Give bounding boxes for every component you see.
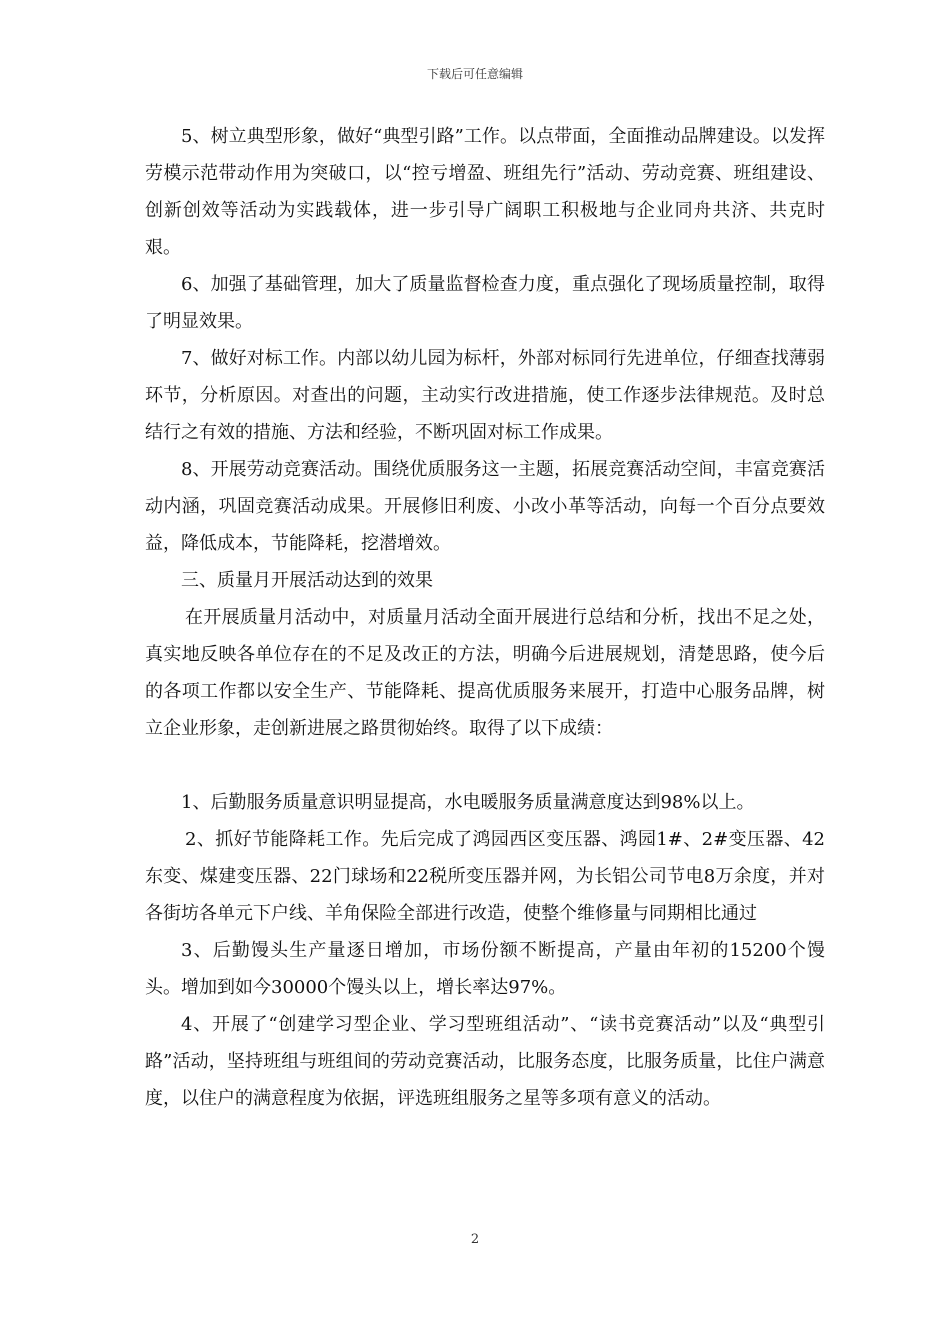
paragraph-item-7: 7、做好对标工作。内部以幼儿园为标杆，外部对标同行先进单位，仔细查找薄弱环节，分析原因。对查出的问题，主动实行改进措施，使工作逐步法律规范。及时总结行之有效的措施、方法和经验，不断巩固对标工作成果。 <box>145 348 825 443</box>
achievement-item-2: 2、抓好节能降耗工作。先后完成了鸿园西区变压器、鸿园1#、2#变压器、42东变、煤建变压器、22门球场和22税所变压器并网，为长铝公司节电8万余度，并对各街坊各单元下户线、羊角保险全部进行改造，使整个维修量与同期相比通过 <box>145 829 825 924</box>
document-body <box>145 118 825 1117</box>
achievement-item-1: 1、后勤服务质量意识明显提高，水电暖服务质量满意度达到98%以上。 <box>181 792 755 813</box>
blank-line <box>145 747 825 784</box>
paragraph-summary: 在开展质量月活动中，对质量月活动全面开展进行总结和分析，找出不足之处，真实地反映各单位存在的不足及改正的方法，明确今后进展规划，清楚思路，使今后的各项工作都以安全生产、节能降耗、提高优质服务来展开，打造中心服务品牌，树立企业形象，走创新进展之路贯彻始终。取得了以下成绩： <box>145 607 825 739</box>
paragraph-item-8: 8、开展劳动竞赛活动。围绕优质服务这一主题，拓展竞赛活动空间，丰富竞赛活动内涵，巩固竞赛活动成果。开展修旧利废、小改小革等活动，向每一个百分点要效益，降低成本，节能降耗，挖潜增效。 <box>145 459 825 554</box>
achievement-item-4: 4、开展了“创建学习型企业、学习型班组活动”、“读书竞赛活动”以及“典型引路”活动，坚持班组与班组间的劳动竞赛活动，比服务态度，比服务质量，比住户满意度，以住户的满意程度为依据，评选班组服务之星等多项有意义的活动。 <box>145 1014 825 1109</box>
section-heading-3: 三、质量月开展活动达到的效果 <box>181 570 433 591</box>
achievement-item-3: 3、后勤馒头生产量逐日增加，市场份额不断提高，产量由年初的15200个馒头。增加到如今30000个馒头以上，增长率达97%。 <box>145 940 825 998</box>
page-number: 2 <box>470 1232 480 1247</box>
page-header: 下载后可任意编辑 <box>426 67 523 81</box>
paragraph-item-6: 6、加强了基础管理，加大了质量监督检查力度，重点强化了现场质量控制，取得了明显效果。 <box>145 274 825 332</box>
paragraph-item-5: 5、树立典型形象，做好“典型引路”工作。以点带面，全面推动品牌建设。以发挥劳模示范带动作用为突破口，以“控亏增盈、班组先行”活动、劳动竞赛、班组建设、创新创效等活动为实践载体，进一步引导广阔职工积极地与企业同舟共济、共克时艰。 <box>145 126 825 258</box>
